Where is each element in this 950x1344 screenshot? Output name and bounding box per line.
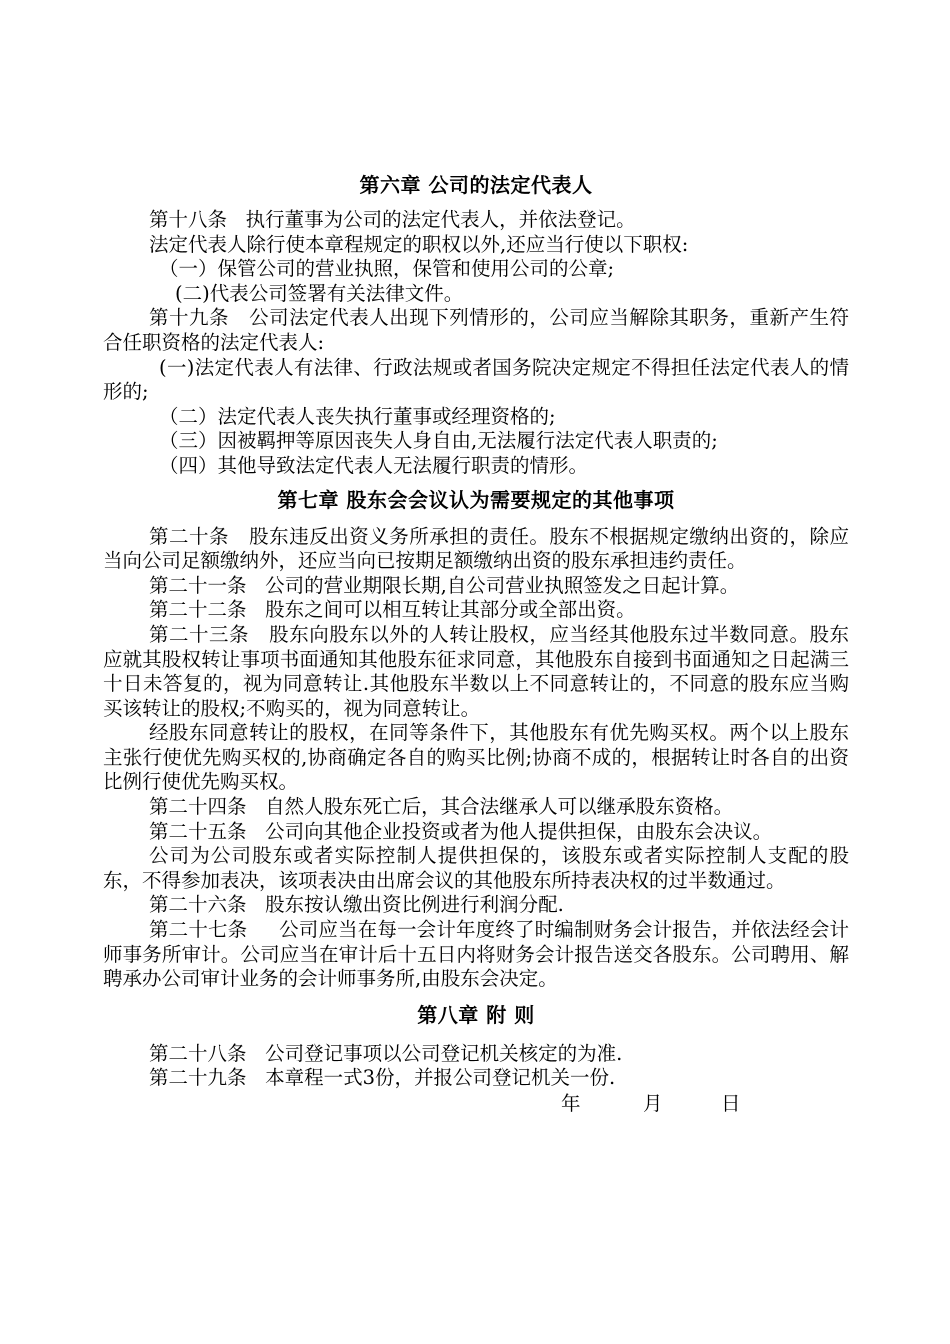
article-21: 第二十一条 公司的营业期限长期,自公司营业执照签发之日起计算。	[149, 573, 740, 597]
article-24: 第二十四条 自然人股东死亡后，其合法继承人可以继承股东资格。	[149, 795, 734, 819]
article-26: 第二十六条 股东按认缴出资比例进行利润分配.	[149, 893, 564, 917]
article-23-paragraph-2: 经股东同意转让的股权，在同等条件下，其他股东有优先购买权。两个以上股东主张行使优先购买权的,协商确定各自的购买比例;协商不成的，根据转让时各自的出资比例行使优先购买权。	[103, 721, 849, 794]
condition-item-2: （二）法定代表人丧失执行董事或经理资格的;	[159, 404, 556, 428]
article-25-paragraph-2: 公司为公司股东或者实际控制人提供担保的，该股东或者实际控制人支配的股东，不得参加表决，该项表决由出席会议的其他股东所持表决权的过半数通过。	[103, 844, 849, 892]
article-28: 第二十八条 公司登记事项以公司登记机关核定的为准.	[149, 1041, 623, 1065]
article-18: 第十八条 执行董事为公司的法定代表人，并依法登记。	[149, 208, 636, 231]
date-day-label: 日	[721, 1092, 741, 1115]
article-19: 第十九条 公司法定代表人出现下列情形的，公司应当解除其职务，重新产生符合任职资格的法定代表人:	[103, 306, 849, 354]
article-22: 第二十二条 股东之间可以相互转让其部分或全部出资。	[149, 598, 636, 622]
article-20: 第二十条 股东违反出资义务所承担的责任。股东不根据规定缴纳出资的，除应当向公司足额缴纳外，还应当向已按期足额缴纳出资的股东承担违约责任。	[103, 524, 849, 573]
condition-item-4: （四）其他导致法定代表人无法履行职责的情形。	[159, 453, 589, 477]
article-25: 第二十五条 公司向其他企业投资或者为他人提供担保，由股东会决议。	[149, 819, 773, 843]
chapter-6-title: 第六章 公司的法定代表人	[359, 173, 593, 197]
condition-item-1: (一)法定代表人有法律、行政法规或者国务院决定规定不得担任法定代表人的情形的;	[103, 355, 849, 404]
duty-item-1: （一）保管公司的营业执照，保管和使用公司的公章;	[159, 257, 615, 281]
date-month-label: 月	[643, 1092, 663, 1115]
article-23: 第二十三条 股东向股东以外的人转让股权，应当经其他股东过半数同意。股东应就其股权转让事项书面通知其他股东征求同意，其他股东自接到书面通知之日起满三十日未答复的，视为同意转让.其他股东半数以上不同意转让的，不同意的股东应当购买该转让的股权;不购买的，视为同意转让。	[103, 622, 849, 720]
chapter-7-title: 第七章 股东会会议认为需要规定的其他事项	[277, 487, 675, 512]
duty-item-2: (二)代表公司签署有关法律文件。	[175, 281, 464, 305]
condition-item-3: （三）因被羁押等原因丧失人身自由,无法履行法定代表人职责的;	[159, 429, 718, 453]
document-body	[103, 170, 849, 1117]
date-year-label: 年	[561, 1092, 581, 1115]
legal-rep-duties-intro: 法定代表人除行使本章程规定的职权以外,还应当行使以下职权:	[149, 232, 689, 256]
chapter-8-title: 第八章 附 则	[417, 1002, 535, 1027]
article-29: 第二十九条 本章程一式3份，并报公司登记机关一份.	[149, 1066, 616, 1090]
date-line	[103, 1091, 849, 1117]
article-27: 第二十七条 公司应当在每一会计年度终了时编制财务会计报告，并依法经会计师事务所审计。公司应当在审计后十五日内将财务会计报告送交各股东。公司聘用、解聘承办公司审计业务的会计师事务所,由股东会决定。	[103, 918, 849, 991]
